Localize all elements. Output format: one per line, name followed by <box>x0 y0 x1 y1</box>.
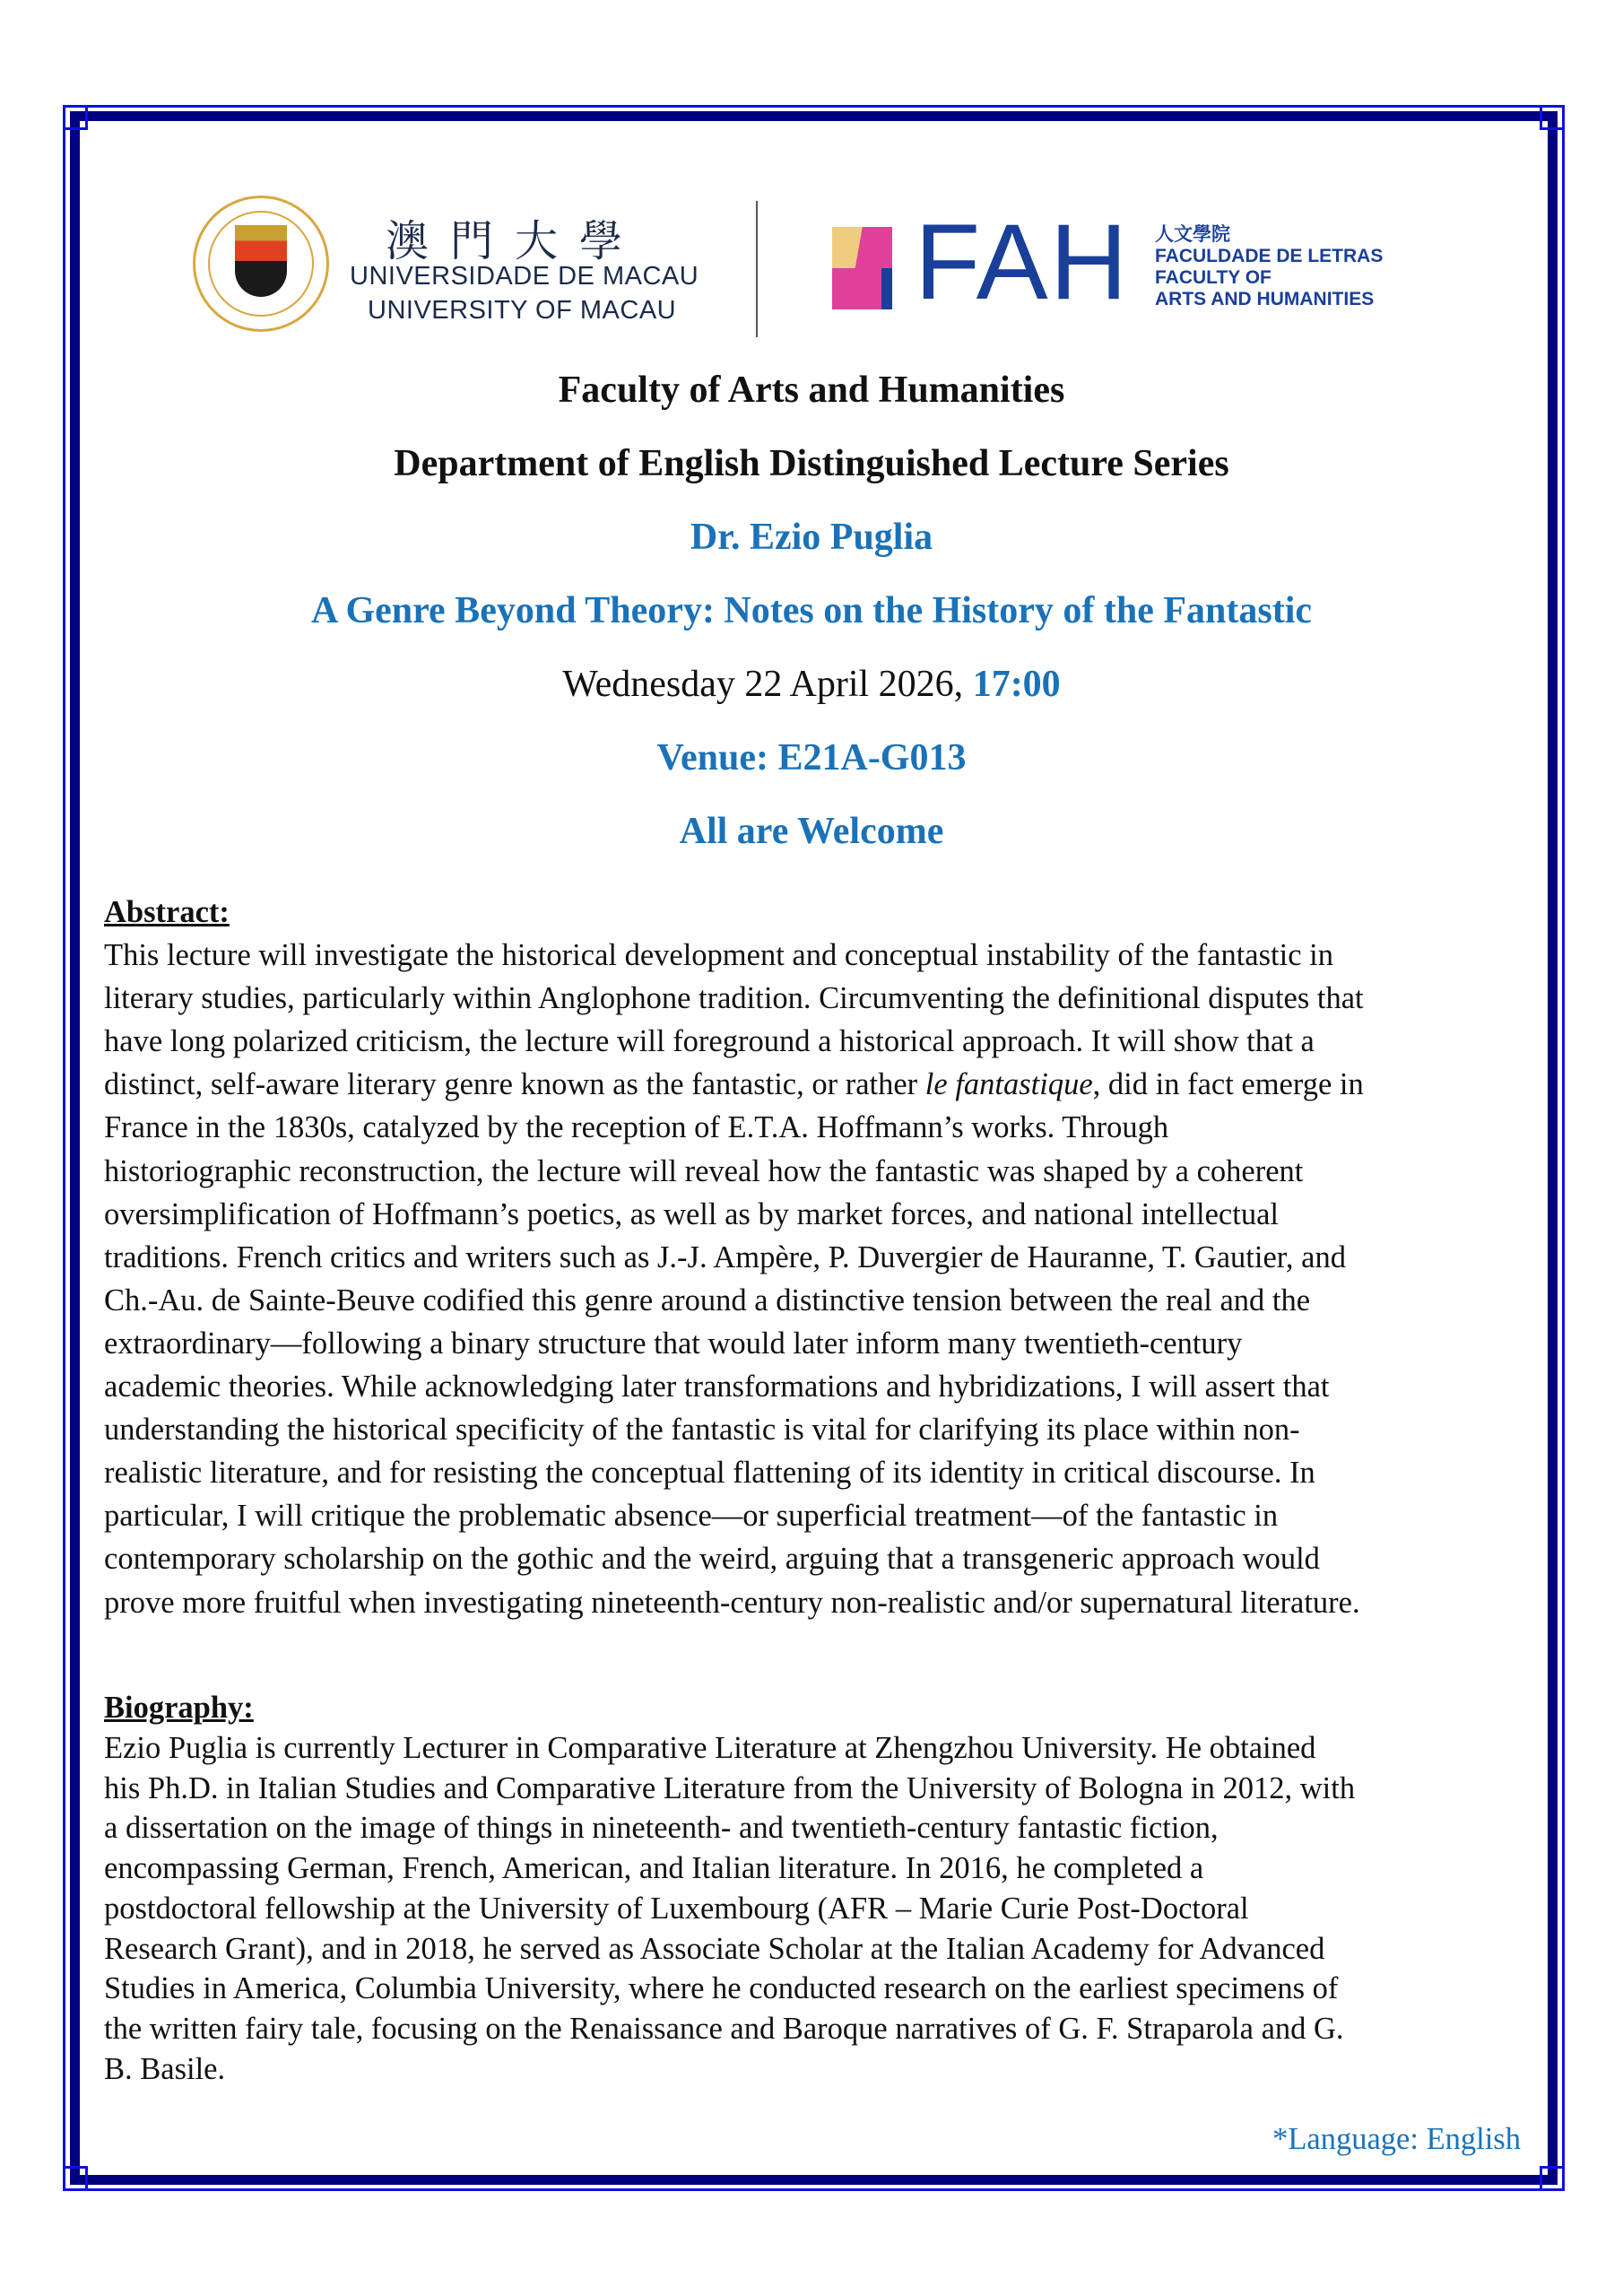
um-chinese-name: 澳門大學 <box>386 216 645 266</box>
border-corner <box>1540 105 1565 130</box>
text-line: have long polarized criticism, the lecture will foreground a historical approach. It will show that a <box>104 1024 1315 1059</box>
border-corner <box>63 105 88 130</box>
fah-logo-mark <box>832 227 892 309</box>
text-line: his Ph.D. in Italian Studies and Comparative Literature from the University of Bologna in 2012, with <box>104 1770 1356 1805</box>
text-line: B. Basile. <box>104 2051 226 2086</box>
series-heading: Department of English Distinguished Lecture Series <box>394 443 1229 484</box>
text-line: This lecture will investigate the historical development and conceptual instability of the fantastic in <box>104 938 1333 972</box>
fah-portuguese: FACULDADE DE LETRAS <box>1155 246 1384 266</box>
lecture-date: Wednesday 22 April 2026, <box>562 664 973 705</box>
text-line: Ch.-Au. de Sainte-Beuve codified this genre around a distinctive tension between the real and the <box>104 1283 1311 1318</box>
fah-chinese: 人文學院 <box>1155 224 1230 245</box>
text-line: historiographic reconstruction, the lecture will reveal how the fantastic was shaped by a coherent <box>104 1153 1304 1188</box>
text-line: academic theories. While acknowledging later transformations and hybridizations, I will assert that <box>104 1370 1330 1404</box>
border-corner <box>1540 2166 1565 2191</box>
venue: Venue: E21A-G013 <box>656 737 967 778</box>
text-line: oversimplification of Hoffmann’s poetics, as well as by market forces, and national intellectual <box>104 1196 1279 1231</box>
speaker-name: Dr. Ezio Puglia <box>690 517 933 558</box>
text-line: postdoctoral fellowship at the University of Luxembourg (AFR – Marie Curie Post-Doctoral <box>104 1891 1249 1926</box>
lecture-datetime <box>0 662 1623 707</box>
fah-english-2: ARTS AND HUMANITIES <box>1155 289 1375 309</box>
language-note: *Language: English <box>1272 2122 1521 2156</box>
text-line: particular, I will critique the problematic absence—or superficial treatment—of the fantastic in <box>104 1499 1279 1534</box>
fah-english-1: FACULTY OF <box>1155 267 1271 288</box>
italic-term: le fantastique <box>924 1067 1093 1102</box>
text-line: literary studies, particularly within Anglophone tradition. Circumventing the definitional disputes that <box>104 981 1364 1016</box>
logo-header <box>0 196 1623 339</box>
abstract-heading: Abstract: <box>104 895 230 929</box>
lecture-title: A Genre Beyond Theory: Notes on the History of the Fantastic <box>310 590 1313 631</box>
text-line: extraordinary—following a binary structure that would later inform many twentieth-century <box>104 1326 1243 1361</box>
welcome-note: All are Welcome <box>679 811 944 852</box>
text-line: realistic literature, and for resisting the conceptual flattening of its identity in critical discourse. In <box>104 1456 1315 1491</box>
text-line: Ezio Puglia is currently Lecturer in Comparative Literature at Zhengzhou University. He obtained <box>104 1731 1316 1765</box>
text-line: contemporary scholarship on the gothic and the weird, arguing that a transgeneric approach would <box>104 1542 1320 1577</box>
fah-logo-subtitle <box>1155 224 1383 310</box>
um-portuguese-name: UNIVERSIDADE DE MACAU <box>350 262 699 291</box>
text-line: Studies in America, Columbia University, where he conducted research on the earliest specimens of <box>104 1971 1339 2006</box>
text-line: encompassing German, French, American, and Italian literature. In 2016, he completed a <box>104 1851 1204 1886</box>
border-corner <box>63 2166 88 2191</box>
text-line: traditions. French critics and writers such as J.-J. Ampère, P. Duvergier de Hauranne, T. Gautier, and <box>104 1239 1346 1274</box>
text-line: France in the 1830s, catalyzed by the reception of E.T.A. Hoffmann’s works. Through <box>104 1110 1169 1145</box>
text-line: prove more fruitful when investigating nineteenth-century non-realistic and/or supernatural literature. <box>104 1585 1360 1620</box>
biography-heading: Biography: <box>104 1691 254 1725</box>
text-line: the written fairy tale, focusing on the Renaissance and Baroque narratives of G. F. Straparola and G. <box>104 2011 1344 2046</box>
text-line: Research Grant), and in 2018, he served as Associate Scholar at the Italian Academy for Advanced <box>104 1931 1325 1966</box>
text-line: understanding the historical specificity of the fantastic is vital for clarifying its place within non- <box>104 1413 1300 1448</box>
logo-divider <box>756 201 758 337</box>
university-of-macau-seal-logo <box>193 196 329 332</box>
text-line: a dissertation on the image of things in nineteenth- and twentieth-century fantastic fiction, <box>104 1811 1219 1846</box>
text-line: distinct, self-aware literary genre known as the fantastic, or rather le fantastique, did in fact emerge in <box>104 1067 1364 1102</box>
fah-logo-text: FAH <box>915 202 1130 322</box>
um-english-name: UNIVERSITY OF MACAU <box>368 296 677 325</box>
faculty-heading: Faculty of Arts and Humanities <box>558 370 1065 411</box>
lecture-time: 17:00 <box>972 664 1061 705</box>
